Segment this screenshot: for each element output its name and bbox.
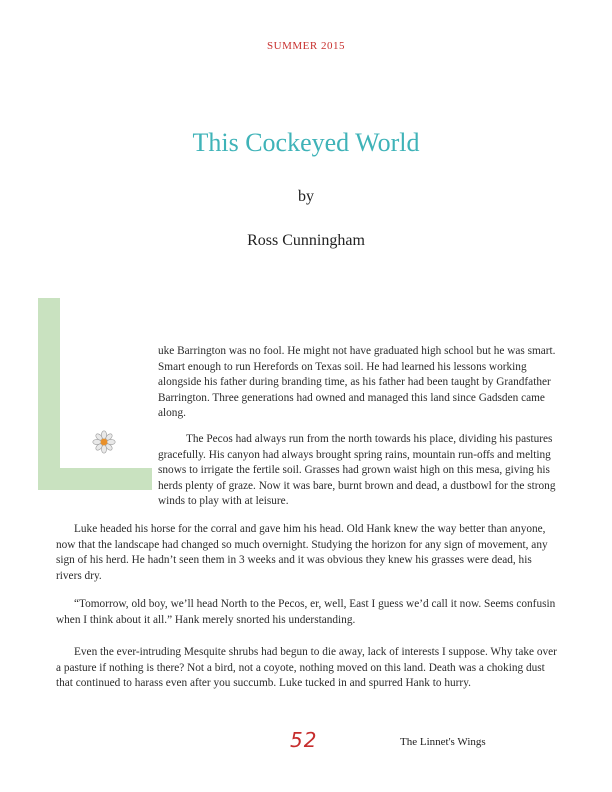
drop-cap-foot — [38, 468, 152, 490]
paragraph-1: uke Barrington was no fool. He might not have graduated high school but he was smart. Smart enough to run Herefords on Texas soil. He had learned his lessons working alongside his father during branding time, as his father had been taught by Grandfather Barrington. Three generations had owned and managed this land since Gadsden came along. — [158, 345, 556, 420]
magazine-name: The Linnet's Wings — [400, 736, 486, 748]
paragraph-4: “Tomorrow, old boy, we’ll head North to the Pecos, er, well, East I guess we’d call it now. Seems confusin when I think about it all.” Hank merely snorted his understanding. — [56, 598, 556, 626]
author-name: Ross Cunningham — [247, 232, 365, 249]
paragraph-3: Luke headed his horse for the corral and gave him his head. Old Hank knew the way better than anyone, now that the landscape had changed so much overnight. Studying the horizon for any sign of movement, any sign of his herd. He hadn’t seen them in 3 weeks and it was obvious they knew his grasses were dead, his rivers dry. — [56, 523, 548, 582]
byline: by — [298, 188, 314, 205]
paragraph-5: Even the ever-intruding Mesquite shrubs had begun to die away, lack of interests I suppose. Why take over a pasture if nothing is there? Not a bird, not a coyote, nothing moved on this land. Death was a choking dust that continued to harass even after you succumb. Luke tucked in and spurred Hank to hurry. — [56, 646, 557, 690]
story-title: This Cockeyed World — [192, 128, 420, 157]
page-number: 52 — [290, 728, 318, 752]
issue-season: SUMMER 2015 — [267, 40, 345, 52]
drop-cap-stem — [38, 298, 60, 490]
paragraph-2: The Pecos had always run from the north towards his place, dividing his pastures gracefully. His canyon had always brought spring rains, mountain run-offs and melting snows to irrigate the fertile soil. Grasses had grown waist high on this mesa, giving his herds plenty of graze. Now it was bare, burnt brown and dead, a dustbowl for the strong winds to play with at leisure. — [158, 433, 556, 508]
drop-cap-letter-l — [38, 298, 152, 490]
daisy-flower-icon — [92, 430, 116, 454]
